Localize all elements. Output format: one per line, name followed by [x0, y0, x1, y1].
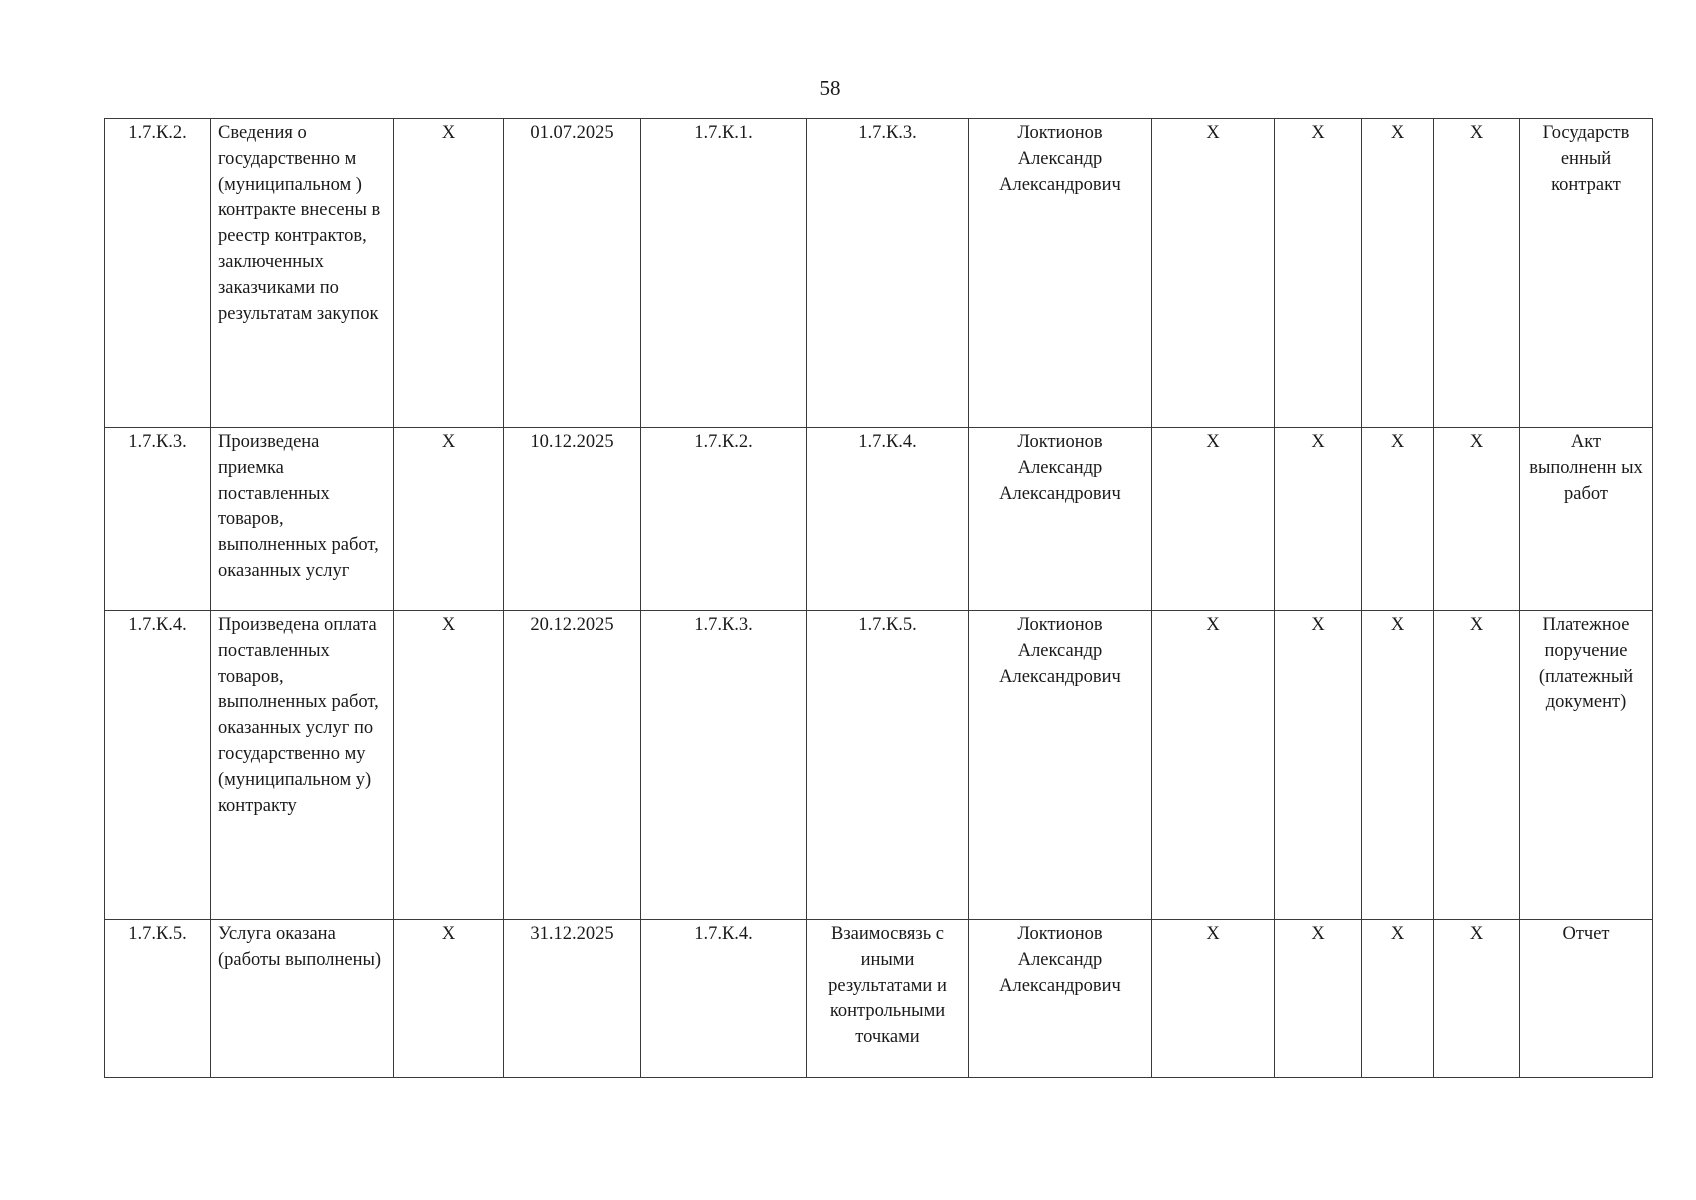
control-point-name-cell: Произведена приемка поставленных товаров, выполненных работ, оказанных услуг [211, 428, 394, 611]
table-row [105, 611, 1653, 920]
successor-cell: 1.7.К.4. [807, 428, 969, 611]
control-point-name-cell: Услуга оказана (работы выполнены) [211, 920, 394, 1078]
start-date-cell: X [394, 611, 504, 920]
x-cell: X [1275, 119, 1362, 428]
x-cell: X [1434, 920, 1520, 1078]
predecessor-cell: 1.7.К.2. [641, 428, 807, 611]
document-cell: Платежное поручение (платежный документ) [1520, 611, 1653, 920]
control-points-table [104, 118, 1653, 1078]
x-cell: X [1362, 920, 1434, 1078]
responsible-person-cell: Локтионов Александр Александрович [969, 920, 1152, 1078]
x-cell: X [1434, 119, 1520, 428]
control-point-name-cell: Произведена оплата поставленных товаров, выполненных работ, оказанных услуг по государственно му (муниципальном у) контракту [211, 611, 394, 920]
end-date-cell: 01.07.2025 [504, 119, 641, 428]
successor-cell: 1.7.К.3. [807, 119, 969, 428]
row-number-cell: 1.7.К.5. [105, 920, 211, 1078]
table-row [105, 920, 1653, 1078]
x-cell: X [1362, 119, 1434, 428]
end-date-cell: 10.12.2025 [504, 428, 641, 611]
document-cell: Отчет [1520, 920, 1653, 1078]
start-date-cell: X [394, 920, 504, 1078]
x-cell: X [1275, 611, 1362, 920]
responsible-person-cell: Локтионов Александр Александрович [969, 428, 1152, 611]
predecessor-cell: 1.7.К.4. [641, 920, 807, 1078]
x-cell: X [1275, 428, 1362, 611]
x-cell: X [1152, 119, 1275, 428]
row-number-cell: 1.7.К.4. [105, 611, 211, 920]
start-date-cell: X [394, 428, 504, 611]
x-cell: X [1275, 920, 1362, 1078]
x-cell: X [1152, 428, 1275, 611]
document-cell: Государств енный контракт [1520, 119, 1653, 428]
predecessor-cell: 1.7.К.1. [641, 119, 807, 428]
row-number-cell: 1.7.К.3. [105, 428, 211, 611]
document-cell: Акт выполненн ых работ [1520, 428, 1653, 611]
x-cell: X [1152, 611, 1275, 920]
x-cell: X [1152, 920, 1275, 1078]
end-date-cell: 20.12.2025 [504, 611, 641, 920]
predecessor-cell: 1.7.К.3. [641, 611, 807, 920]
x-cell: X [1434, 428, 1520, 611]
control-point-name-cell: Сведения о государственно м (муниципальном ) контракте внесены в реестр контрактов, заключенных заказчиками по результатам закупок [211, 119, 394, 428]
row-number-cell: 1.7.К.2. [105, 119, 211, 428]
x-cell: X [1362, 611, 1434, 920]
x-cell: X [1434, 611, 1520, 920]
responsible-person-cell: Локтионов Александр Александрович [969, 119, 1152, 428]
start-date-cell: X [394, 119, 504, 428]
end-date-cell: 31.12.2025 [504, 920, 641, 1078]
page-number: 58 [819, 76, 841, 100]
successor-cell: 1.7.К.5. [807, 611, 969, 920]
table-row [105, 119, 1653, 428]
table-row [105, 428, 1653, 611]
x-cell: X [1362, 428, 1434, 611]
successor-cell: Взаимосвязь с иными результатами и контрольными точками [807, 920, 969, 1078]
responsible-person-cell: Локтионов Александр Александрович [969, 611, 1152, 920]
